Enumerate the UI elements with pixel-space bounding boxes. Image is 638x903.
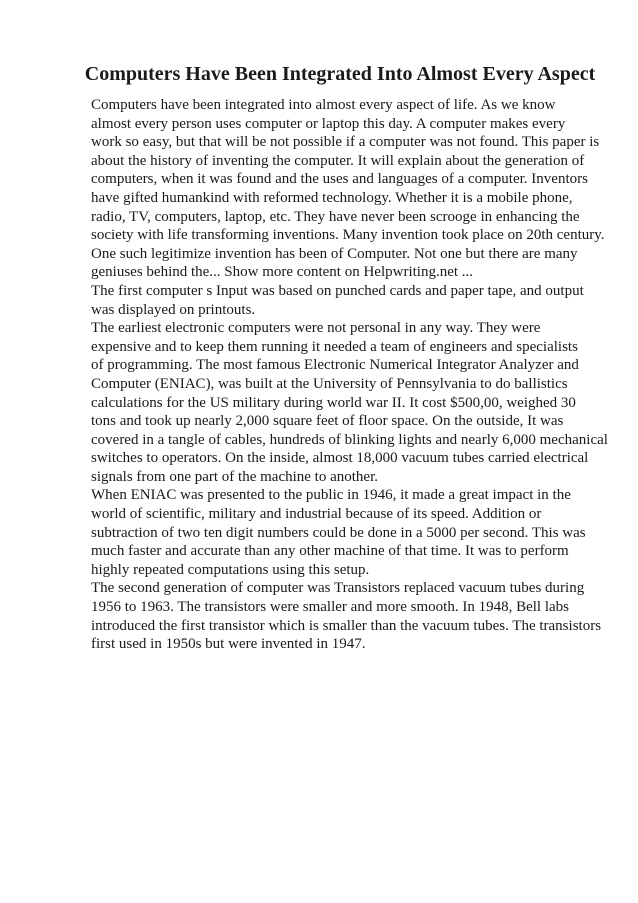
body-line: tons and took up nearly 2,000 square feet of floor space. On the outside, It was bbox=[91, 413, 564, 430]
body-line: introduced the first transistor which is smaller than the vacuum tubes. The transistors bbox=[91, 617, 602, 634]
body-line: One such legitimize invention has been of Computer. Not one but there are many bbox=[91, 245, 578, 262]
body-line: Computers have been integrated into almost every aspect of life. As we know bbox=[91, 97, 556, 113]
body-line: The first computer s Input was based on punched cards and paper tape, and output bbox=[91, 282, 584, 299]
body-line: world of scientific, military and industrial because of its speed. Addition or bbox=[91, 506, 542, 523]
body-line: switches to operators. On the inside, almost 18,000 vacuum tubes carried electrical bbox=[91, 450, 589, 467]
body-line: highly repeated computations using this setup. bbox=[91, 561, 370, 578]
body-line: The second generation of computer was Transistors replaced vacuum tubes during bbox=[91, 580, 585, 597]
body-line: subtraction of two ten digit numbers could be done in a 5000 per second. This was bbox=[91, 524, 586, 541]
body-line: of programming. The most famous Electronic Numerical Integrator Analyzer and bbox=[91, 357, 579, 374]
body-line: expensive and to keep them running it needed a team of engineers and specialists bbox=[91, 338, 578, 355]
body-line: work so easy, but that will be not possible if a computer was not found. This paper is bbox=[91, 134, 600, 151]
body-line: Computer (ENIAC), was built at the University of Pennsylvania to do ballistics bbox=[91, 375, 568, 392]
body-line: radio, TV, computers, laptop, etc. They have never been scrooge in enhancing the bbox=[91, 208, 580, 225]
body-line: geniuses behind the... Show more content on Helpwriting.net ... bbox=[91, 264, 474, 281]
body-line: was displayed on printouts. bbox=[91, 301, 256, 318]
body-line: signals from one part of the machine to another. bbox=[91, 468, 378, 485]
document-body bbox=[91, 96, 608, 654]
body-line: 1956 to 1963. The transistors were smaller and more smooth. In 1948, Bell labs bbox=[91, 599, 569, 616]
body-line: society with life transforming inventions. Many invention took place on 20th century. bbox=[91, 227, 605, 244]
document-title: Computers Have Been Integrated Into Almost Every Aspect bbox=[84, 63, 596, 85]
body-line: much faster and accurate than any other machine of that time. It was to perform bbox=[91, 543, 569, 560]
body-line: calculations for the US military during world war II. It cost $500,00, weighed 30 bbox=[91, 394, 576, 411]
body-line: computers, when it was found and the uses and languages of a computer. Inventors bbox=[91, 171, 588, 188]
body-line: first used in 1950s but were invented in 1947. bbox=[91, 636, 366, 653]
body-line: about the history of inventing the computer. It will explain about the generation of bbox=[91, 152, 585, 169]
body-line: The earliest electronic computers were not personal in any way. They were bbox=[91, 320, 541, 337]
body-line: have gifted humankind with reformed technology. Whether it is a mobile phone, bbox=[91, 189, 573, 206]
body-line: covered in a tangle of cables, hundreds of blinking lights and nearly 6,000 mechanical bbox=[91, 431, 608, 448]
body-line: almost every person uses computer or laptop this day. A computer makes every bbox=[91, 115, 566, 132]
body-line: When ENIAC was presented to the public in 1946, it made a great impact in the bbox=[91, 487, 571, 504]
